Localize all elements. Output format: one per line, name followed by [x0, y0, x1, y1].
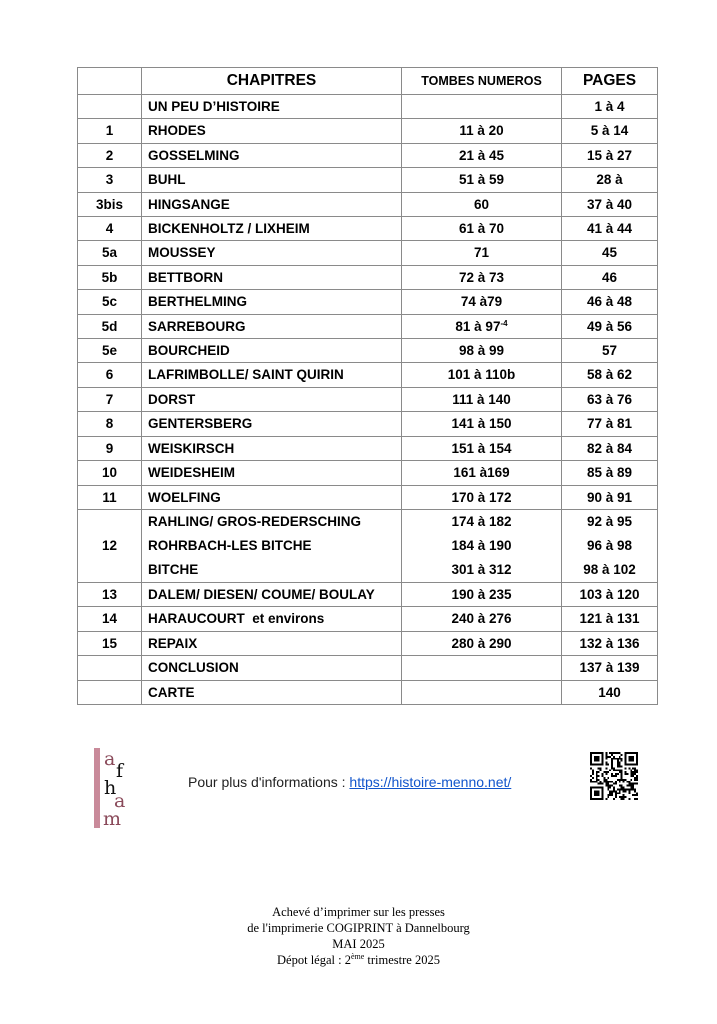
table-row	[78, 314, 658, 338]
pages-range: 121 à 131	[562, 607, 658, 631]
table-row	[78, 436, 658, 460]
pages-range: 1 à 4	[562, 95, 658, 119]
table-row	[78, 339, 658, 363]
table-row	[78, 680, 658, 704]
tombs-range: 301 à 312	[451, 561, 512, 577]
tombs-range: 184 à 190	[451, 537, 512, 553]
colophon-line-3: MAI 2025	[332, 937, 385, 951]
tombs-range: 141 à 150	[451, 416, 512, 432]
chapter-name: HARAUCOURT	[148, 611, 245, 627]
more-info-line	[188, 774, 511, 790]
chapter-name-cell	[142, 265, 402, 289]
logo-letter-f: f	[116, 760, 124, 782]
chapter-number: 7	[78, 387, 142, 411]
qr-code-graphic	[590, 752, 638, 800]
tombs-range: 101 à 110b	[447, 367, 516, 383]
pages-range: 49 à 56	[562, 314, 658, 338]
tombs-range: 190 à 235	[451, 586, 512, 602]
logo-letter-a2: a	[114, 790, 126, 812]
chapter-number: 15	[78, 631, 142, 655]
pages-range: 63 à 76	[562, 387, 658, 411]
tombs-range: 51 à 59	[458, 172, 505, 188]
chapter-name: RAHLING/ GROS-REDERSCHING	[148, 513, 362, 529]
tombs-range-note: -4	[500, 318, 508, 328]
chapter-name: BICKENHOLTZ / LIXHEIM	[148, 221, 310, 237]
tombs-range: 174 à 182	[451, 513, 512, 529]
pages-range: 41 à 44	[562, 217, 658, 241]
pages-range: 90 à 91	[562, 485, 658, 509]
logo-red-bar	[94, 748, 100, 828]
tombs-range: 11 à 20	[459, 123, 504, 139]
chapter-name: ROHRBACH-LES BITCHE	[148, 537, 312, 553]
pages-range: 82 à 84	[562, 436, 658, 460]
tombs-range-cell	[402, 119, 562, 143]
more-info-label: Pour plus d'informations :	[188, 774, 350, 790]
logo-letter-m: m	[103, 808, 122, 830]
legal-deposit-ordinal: ème	[350, 951, 365, 961]
tombs-range: 61 à 70	[458, 221, 505, 237]
tombs-range-cell	[402, 290, 562, 314]
pages-range: 58 à 62	[562, 363, 658, 387]
tombs-range: 60	[473, 196, 490, 212]
tombs-range: 98 à 99	[458, 343, 505, 359]
table-row	[78, 485, 658, 509]
tombs-range: 71	[473, 245, 490, 261]
chapter-name: CONCLUSION	[148, 660, 239, 676]
pages-range: 37 à 40	[562, 192, 658, 216]
tombs-range-cell	[402, 485, 562, 509]
chapter-name-cell	[142, 461, 402, 485]
chapter-number: 9	[78, 436, 142, 460]
colophon	[0, 904, 717, 968]
pages-range: 85 à 89	[562, 461, 658, 485]
table-row	[78, 95, 658, 119]
qr-code[interactable]	[590, 752, 638, 800]
chapter-number: 8	[78, 412, 142, 436]
chapter-number: 10	[78, 461, 142, 485]
tombs-range: 161 à169	[453, 465, 510, 481]
chapter-name: BETTBORN	[148, 269, 223, 285]
chapter-name: REPAIX	[148, 635, 198, 651]
tombs-range-cell	[402, 217, 562, 241]
pages-range: 96 à 98	[586, 537, 633, 553]
table-row	[78, 582, 658, 606]
chapter-name: BITCHE	[148, 561, 199, 577]
chapter-number: 6	[78, 363, 142, 387]
chapter-name-cell	[142, 143, 402, 167]
chapter-name-cell	[142, 95, 402, 119]
tombs-range-cell	[402, 143, 562, 167]
chapter-number	[78, 680, 142, 704]
table-row	[78, 265, 658, 289]
chapter-name: UN PEU D’HISTOIRE	[148, 99, 280, 114]
chapter-number: 13	[78, 582, 142, 606]
tombs-range: 74 à79	[460, 294, 503, 310]
chapter-name-cell	[142, 363, 402, 387]
chapter-number: 5a	[78, 241, 142, 265]
pages-range-cell	[562, 509, 658, 582]
tombs-range-cell	[402, 607, 562, 631]
chapter-name-cell	[142, 680, 402, 704]
pages-range: 77 à 81	[562, 412, 658, 436]
tombs-range-cell	[402, 387, 562, 411]
header-number	[78, 68, 142, 95]
tombs-range-cell	[402, 680, 562, 704]
table-row	[78, 387, 658, 411]
pages-range: 46	[562, 265, 658, 289]
tombs-range: 240 à 276	[451, 611, 512, 627]
tombs-range: 170 à 172	[451, 489, 512, 505]
logo-graphic	[92, 746, 132, 830]
table-body	[78, 95, 658, 705]
tombs-range-cell	[402, 436, 562, 460]
table-row	[78, 217, 658, 241]
chapter-name: BOURCHEID	[148, 343, 230, 359]
table-row	[78, 290, 658, 314]
pages-range: 5 à 14	[562, 119, 658, 143]
tombs-range-cell	[402, 582, 562, 606]
header-pages: PAGES	[562, 68, 658, 95]
chapter-name-cell	[142, 217, 402, 241]
pages-range: 46 à 48	[562, 290, 658, 314]
table-row	[78, 241, 658, 265]
chapter-number: 3bis	[78, 192, 142, 216]
chapter-name-cell	[142, 241, 402, 265]
table-row	[78, 656, 658, 680]
pages-range: 57	[562, 339, 658, 363]
pages-range: 132 à 136	[562, 631, 658, 655]
chapter-name-cell	[142, 314, 402, 338]
chapter-name: WOELFING	[148, 489, 221, 505]
pages-range: 98 à 102	[583, 561, 636, 577]
tombs-range: 21 à 45	[458, 147, 505, 163]
chapter-number: 3	[78, 168, 142, 192]
chapter-name-cell	[142, 631, 402, 655]
chapter-name-cell	[142, 168, 402, 192]
tombs-range-cell	[402, 241, 562, 265]
pages-range: 45	[562, 241, 658, 265]
chapter-name: WEIDESHEIM	[148, 465, 236, 481]
chapter-number: 11	[78, 485, 142, 509]
chapter-name-cell	[142, 656, 402, 680]
tombs-range-cell	[402, 168, 562, 192]
tombs-range: 151 à 154	[451, 440, 512, 456]
colophon-line-1: Achevé d’imprimer sur les presses	[272, 905, 445, 919]
chapter-name: DALEM/ DIESEN/ COUME/ BOULAY	[148, 586, 375, 602]
chapter-number: 5e	[78, 339, 142, 363]
chapter-name-cell	[142, 290, 402, 314]
chapter-name-cell	[142, 607, 402, 631]
chapter-name: SARREBOURG	[148, 318, 246, 334]
table-header-row	[78, 68, 658, 95]
header-tombs: TOMBES NUMEROS	[402, 68, 562, 95]
chapter-name-cell	[142, 436, 402, 460]
table-row	[78, 168, 658, 192]
chapter-name-cell	[142, 509, 402, 582]
chapter-name: CARTE	[148, 684, 195, 700]
chapter-name: RHODES	[148, 123, 206, 139]
tombs-range-cell	[402, 509, 562, 582]
legal-deposit-suffix: trimestre 2025	[364, 953, 440, 967]
chapter-number: 5d	[78, 314, 142, 338]
tombs-range-cell	[402, 631, 562, 655]
tombs-range-cell	[402, 656, 562, 680]
table-row	[78, 412, 658, 436]
chapter-name: GENTERSBERG	[148, 416, 253, 432]
legal-deposit-prefix: Dépot légal : 2	[277, 953, 351, 967]
chapter-name-cell	[142, 412, 402, 436]
chapter-number: 4	[78, 217, 142, 241]
tombs-range-cell	[402, 363, 562, 387]
pages-range: 137 à 139	[562, 656, 658, 680]
chapter-number: 14	[78, 607, 142, 631]
chapter-number: 12	[78, 509, 142, 582]
chapter-name: DORST	[148, 391, 196, 407]
tombs-range: 111 à 140	[452, 391, 511, 407]
table-row	[78, 631, 658, 655]
header-chapters: CHAPITRES	[142, 68, 402, 95]
pages-range: 15 à 27	[562, 143, 658, 167]
tombs-range-cell	[402, 339, 562, 363]
chapter-name: BUHL	[148, 172, 186, 188]
chapter-number	[78, 95, 142, 119]
tombs-range: 280 à 290	[451, 635, 512, 651]
chapter-name: MOUSSEY	[148, 245, 216, 261]
pages-range: 28 à	[562, 168, 658, 192]
chapter-name-cell	[142, 339, 402, 363]
table-row	[78, 607, 658, 631]
chapter-name: WEISKIRSCH	[148, 440, 235, 456]
chapter-name: LAFRIMBOLLE/ SAINT QUIRIN	[148, 367, 344, 383]
chapter-number: 5b	[78, 265, 142, 289]
tombs-range-cell	[402, 412, 562, 436]
pages-range: 140	[562, 680, 658, 704]
chapter-name-cell	[142, 119, 402, 143]
chapter-name-extra: et environs	[244, 611, 325, 627]
pages-range: 103 à 120	[562, 582, 658, 606]
tombs-range-cell	[402, 192, 562, 216]
chapter-name: BERTHELMING	[148, 294, 247, 310]
tombs-range-cell	[402, 265, 562, 289]
colophon-line-4	[0, 952, 717, 968]
tombs-range-cell	[402, 461, 562, 485]
table-row	[78, 461, 658, 485]
chapter-name: GOSSELMING	[148, 147, 240, 163]
tombs-range-cell	[402, 95, 562, 119]
table-row	[78, 143, 658, 167]
afham-logo	[92, 746, 132, 830]
chapter-name-cell	[142, 387, 402, 411]
chapter-name-cell	[142, 192, 402, 216]
chapter-name: HINGSANGE	[148, 196, 230, 212]
chapter-number	[78, 656, 142, 680]
chapters-table	[77, 67, 658, 705]
chapter-number: 1	[78, 119, 142, 143]
chapter-number: 5c	[78, 290, 142, 314]
logo-letter-a: a	[104, 748, 116, 770]
table-row	[78, 509, 658, 582]
website-link[interactable]: https://histoire-menno.net/	[349, 774, 512, 790]
pages-range: 92 à 95	[586, 513, 633, 529]
tombs-range: 81 à 97	[455, 318, 501, 334]
colophon-line-2: de l'imprimerie COGIPRINT à Dannelbourg	[247, 921, 470, 935]
table-row	[78, 119, 658, 143]
table-row	[78, 363, 658, 387]
tombs-range-cell	[402, 314, 562, 338]
tombs-range: 72 à 73	[458, 269, 505, 285]
table-row	[78, 192, 658, 216]
chapter-name-cell	[142, 582, 402, 606]
logo-letter-h: h	[104, 777, 117, 799]
chapter-number: 2	[78, 143, 142, 167]
chapter-name-cell	[142, 485, 402, 509]
